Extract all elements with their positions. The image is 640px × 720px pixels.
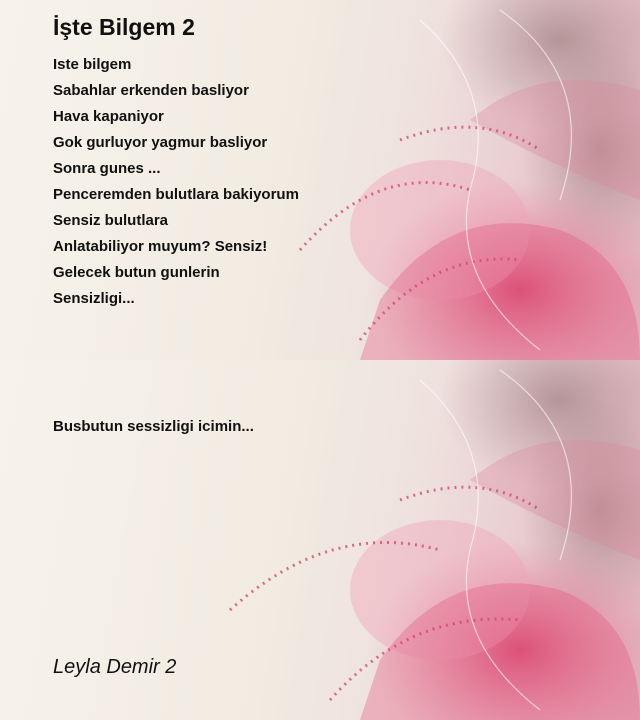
- poem-line: Sabahlar erkenden basliyor: [53, 82, 249, 99]
- poem-line: Hava kapaniyor: [53, 108, 164, 125]
- poem-line: Busbutun sessizligi icimin...: [53, 418, 254, 435]
- poem-panel-bottom: [0, 360, 640, 720]
- poem-line: Penceremden bulutlara bakiyorum: [53, 186, 299, 203]
- poem-line: Anlatabiliyor muyum? Sensiz!: [53, 238, 268, 255]
- poem-author: Leyla Demir 2: [53, 656, 177, 678]
- poem-line: Gelecek butun gunlerin: [53, 264, 220, 281]
- poem-title: İşte Bilgem 2: [53, 14, 195, 40]
- poem-line: Sensizligi...: [53, 290, 135, 307]
- poem-line: Iste bilgem: [53, 56, 132, 73]
- poem-lines: [53, 52, 299, 312]
- poem-line: Sensiz bulutlara: [53, 212, 169, 229]
- poem-line: Sonra gunes ...: [53, 160, 161, 177]
- poem-line: Gok gurluyor yagmur basliyor: [53, 134, 268, 151]
